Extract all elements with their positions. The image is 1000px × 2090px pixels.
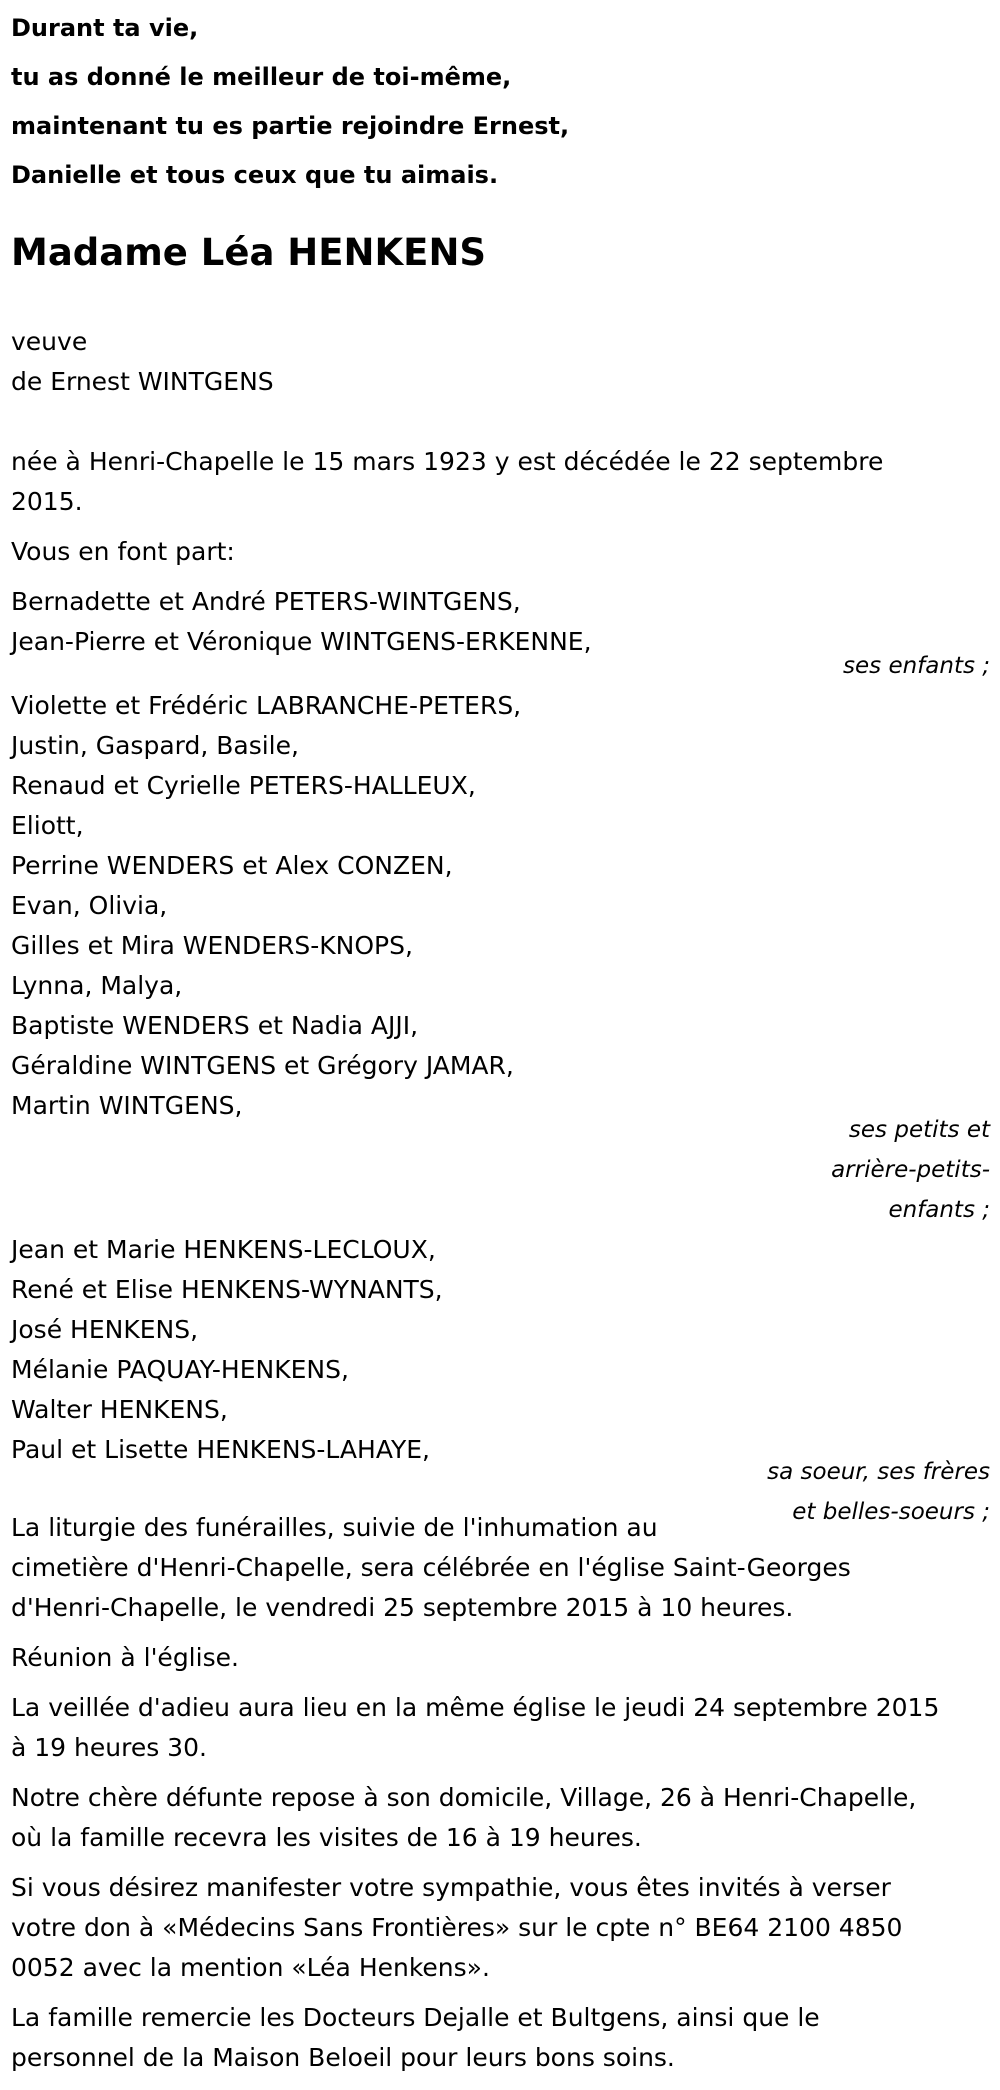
thanks-paragraph bbox=[11, 1998, 961, 2078]
relation-line: sa soeur, ses frères bbox=[767, 1459, 990, 1485]
children-relation bbox=[843, 646, 990, 686]
list-item: Baptiste WENDERS et Nadia AJJI, bbox=[11, 1011, 419, 1040]
widow-line: veuve bbox=[11, 327, 88, 356]
announce-line: Vous en font part: bbox=[11, 537, 235, 566]
list-item: Walter HENKENS, bbox=[11, 1395, 228, 1424]
children-list bbox=[11, 582, 961, 662]
paragraph-line: Si vous désirez manifester votre sympathie, vous êtes invités à verser bbox=[11, 1873, 891, 1902]
paragraph-line: Réunion à l'église. bbox=[11, 1643, 239, 1672]
paragraph-line: Notre chère défunte repose à son domicile, Village, 26 à Henri-Chapelle, bbox=[11, 1783, 917, 1812]
funeral-paragraph bbox=[11, 1508, 961, 1628]
list-item: José HENKENS, bbox=[11, 1315, 199, 1344]
verse-line: Danielle et tous ceux que tu aimais. bbox=[11, 161, 499, 189]
list-item: René et Elise HENKENS-WYNANTS, bbox=[11, 1275, 443, 1304]
verse bbox=[11, 4, 631, 200]
relation-line: enfants ; bbox=[888, 1197, 990, 1223]
siblings-list bbox=[11, 1230, 961, 1470]
paragraph-line: votre don à «Médecins Sans Frontières» sur le cpte n° BE64 2100 4850 bbox=[11, 1913, 903, 1942]
deceased-name: Madame Léa HENKENS bbox=[11, 231, 487, 274]
list-item: Jean-Pierre et Véronique WINTGENS-ERKENNE, bbox=[11, 627, 592, 656]
list-item: Mélanie PAQUAY-HENKENS, bbox=[11, 1355, 349, 1384]
widow-info bbox=[11, 322, 961, 402]
paragraph-line: cimetière d'Henri-Chapelle, sera célébrée en l'église Saint-Georges bbox=[11, 1553, 851, 1582]
birth-death-info bbox=[11, 442, 961, 522]
paragraph-line: La liturgie des funérailles, suivie de l'inhumation au bbox=[11, 1513, 658, 1542]
list-item: Perrine WENDERS et Alex CONZEN, bbox=[11, 851, 453, 880]
wake-paragraph bbox=[11, 1688, 961, 1768]
verse-line: tu as donné le meilleur de toi-même, bbox=[11, 63, 512, 91]
list-item: Bernadette et André PETERS-WINTGENS, bbox=[11, 587, 521, 616]
list-item: Renaud et Cyrielle PETERS-HALLEUX, bbox=[11, 771, 476, 800]
birth-death-line: née à Henri-Chapelle le 15 mars 1923 y est décédée le 22 septembre bbox=[11, 447, 884, 476]
relation-line: arrière-petits- bbox=[831, 1157, 990, 1183]
paragraph-line: à 19 heures 30. bbox=[11, 1733, 207, 1762]
grandchildren-list bbox=[11, 686, 961, 1126]
list-item: Paul et Lisette HENKENS-LAHAYE, bbox=[11, 1435, 431, 1464]
meeting-paragraph bbox=[11, 1638, 961, 1678]
rest-paragraph bbox=[11, 1778, 961, 1858]
list-item: Gilles et Mira WENDERS-KNOPS, bbox=[11, 931, 413, 960]
verse-line: Durant ta vie, bbox=[11, 14, 199, 42]
list-item: Eliott, bbox=[11, 811, 84, 840]
grandchildren-relation bbox=[831, 1110, 990, 1230]
verse-line: maintenant tu es partie rejoindre Ernest, bbox=[11, 112, 570, 140]
paragraph-line: La famille remercie les Docteurs Dejalle et Bultgens, ainsi que le bbox=[11, 2003, 820, 2032]
paragraph-line: où la famille recevra les visites de 16 à 19 heures. bbox=[11, 1823, 642, 1852]
list-item: Evan, Olivia, bbox=[11, 891, 168, 920]
paragraph-line: La veillée d'adieu aura lieu en la même église le jeudi 24 septembre 2015 bbox=[11, 1693, 940, 1722]
relation-line: et belles-soeurs ; bbox=[792, 1499, 990, 1525]
announce-text bbox=[11, 532, 961, 572]
paragraph-line: 0052 avec la mention «Léa Henkens». bbox=[11, 1953, 490, 1982]
donation-paragraph bbox=[11, 1868, 961, 1988]
list-item: Géraldine WINTGENS et Grégory JAMAR, bbox=[11, 1051, 514, 1080]
widow-line: de Ernest WINTGENS bbox=[11, 367, 274, 396]
list-item: Violette et Frédéric LABRANCHE-PETERS, bbox=[11, 691, 522, 720]
list-item: Martin WINTGENS, bbox=[11, 1091, 243, 1120]
list-item: Justin, Gaspard, Basile, bbox=[11, 731, 299, 760]
paragraph-line: personnel de la Maison Beloeil pour leurs bons soins. bbox=[11, 2043, 675, 2072]
list-item: Lynna, Malya, bbox=[11, 971, 183, 1000]
relation-line: ses enfants ; bbox=[843, 653, 990, 679]
paragraph-line: d'Henri-Chapelle, le vendredi 25 septembre 2015 à 10 heures. bbox=[11, 1593, 794, 1622]
relation-line: ses petits et bbox=[848, 1117, 990, 1143]
list-item: Jean et Marie HENKENS-LECLOUX, bbox=[11, 1235, 436, 1264]
birth-death-line: 2015. bbox=[11, 487, 83, 516]
